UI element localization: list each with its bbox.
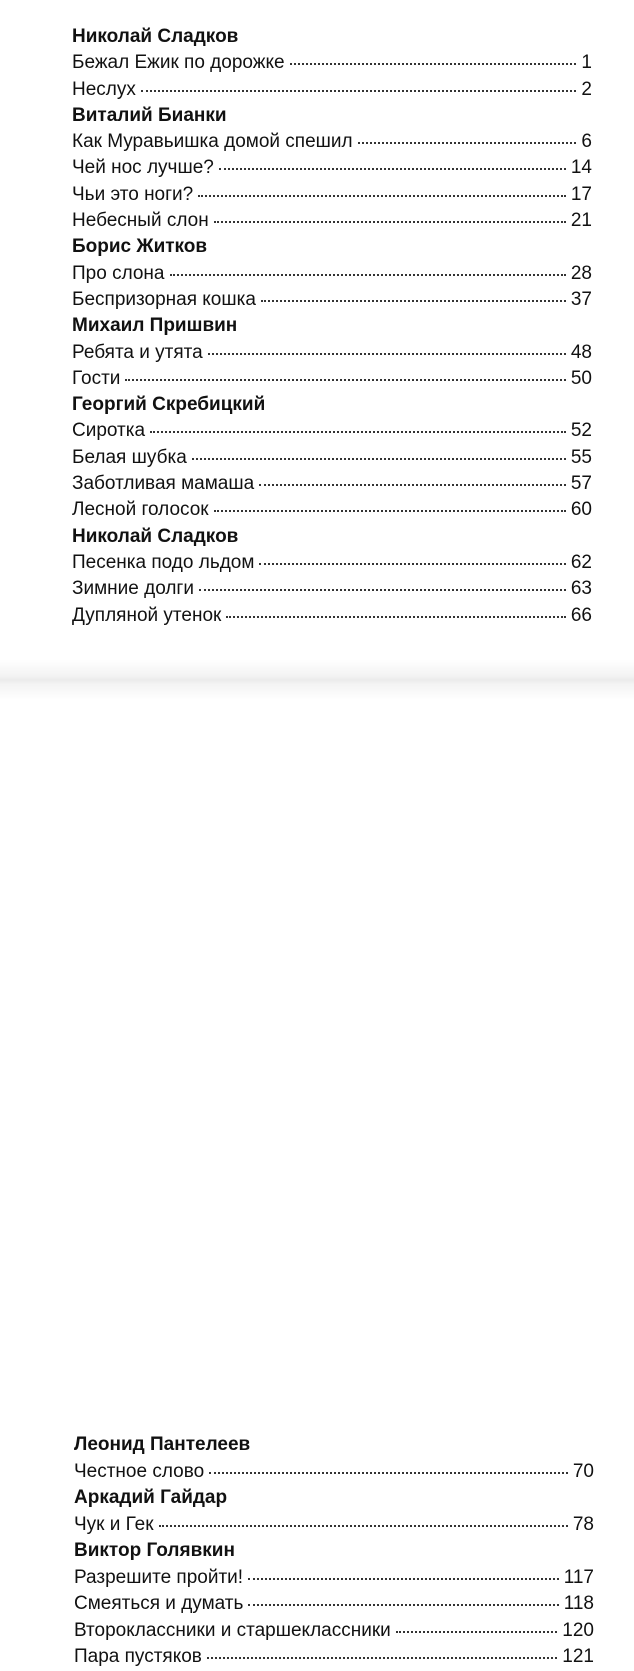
page-number: 2: [581, 78, 592, 100]
author-heading: Аркадий Гайдар: [74, 1487, 228, 1508]
toc-entry: [72, 418, 592, 444]
toc-entry: [74, 1591, 594, 1618]
entry-title: Чук и Гек: [74, 1513, 154, 1535]
dot-leader: [248, 1578, 559, 1580]
page-number: 63: [570, 578, 592, 600]
dot-leader: [198, 195, 566, 197]
dot-leader: [214, 221, 566, 223]
dot-leader: [125, 379, 565, 381]
dot-leader: [226, 616, 566, 618]
dot-leader: [170, 274, 566, 276]
author-heading: Михаил Пришвин: [72, 315, 238, 337]
toc-entry: [72, 603, 592, 629]
table-of-contents-bottom: [74, 1432, 594, 1671]
page-number: 62: [570, 551, 592, 573]
toc-entry: [72, 182, 592, 208]
page-number: 21: [570, 210, 592, 232]
entry-title: Лесной голосок: [72, 499, 209, 521]
entry-title: Про слона: [72, 262, 165, 284]
dot-leader: [207, 1657, 557, 1659]
page-number: 28: [570, 262, 592, 284]
dot-leader: [208, 353, 566, 355]
entry-title: Пара пустяков: [74, 1646, 202, 1667]
entry-title: Ребята и утята: [72, 341, 203, 363]
toc-entry: [72, 77, 592, 103]
entry-title: Чьи это ноги?: [72, 183, 194, 205]
toc-entry: [72, 129, 592, 155]
page-number: 70: [572, 1460, 594, 1482]
entry-title: Разрешите пройти!: [74, 1566, 244, 1588]
toc-entry: [72, 550, 592, 576]
toc-entry: [72, 576, 592, 602]
table-of-contents-top: [72, 24, 592, 629]
entry-title: Неслух: [72, 78, 136, 100]
page-number: 6: [581, 131, 592, 153]
dot-leader: [199, 589, 566, 591]
entry-title: Бежал Ежик по дорожке: [72, 52, 285, 74]
toc-entry: [72, 261, 592, 287]
page-number: 17: [570, 183, 592, 205]
toc-entry: [72, 471, 592, 497]
toc-entry: [72, 287, 592, 313]
page-number: 120: [562, 1619, 594, 1641]
entry-title: Гости: [72, 367, 121, 389]
dot-leader: [259, 563, 565, 565]
page-number: 55: [570, 446, 592, 468]
page-number: 117: [563, 1566, 594, 1588]
dot-leader: [192, 458, 566, 460]
dot-leader: [214, 510, 566, 512]
page-number: 52: [570, 420, 592, 442]
dot-leader: [396, 1631, 558, 1633]
page-number: 1: [581, 52, 592, 74]
page-gap: [0, 660, 634, 700]
dot-leader: [159, 1525, 568, 1527]
author-heading: Николай Сладков: [72, 525, 239, 547]
page-number: 78: [572, 1513, 594, 1535]
toc-entry: [72, 340, 592, 366]
entry-title: Заботливая мамаша: [72, 473, 255, 495]
page-number: 57: [570, 473, 592, 495]
page-number: 118: [563, 1593, 594, 1614]
entry-title: Второклассники и старшеклассники: [74, 1619, 391, 1641]
dot-leader: [150, 431, 566, 433]
toc-entry: [74, 1459, 594, 1486]
dot-leader: [141, 90, 577, 92]
toc-entry: [74, 1644, 594, 1671]
entry-title: Честное слово: [74, 1460, 205, 1482]
author-heading: Георгий Скребицкий: [72, 394, 266, 416]
entry-title: Дупляной утенок: [72, 604, 222, 626]
page-number: 66: [570, 604, 592, 626]
entry-title: Песенка подо льдом: [72, 551, 255, 573]
entry-title: Небесный слон: [72, 210, 209, 232]
dot-leader: [261, 300, 566, 302]
entry-title: Беспризорная кошка: [72, 288, 256, 310]
entry-title: Смеяться и думать: [74, 1593, 244, 1614]
author-heading: Виталий Бианки: [72, 104, 227, 126]
entry-title: Белая шубка: [72, 446, 187, 468]
author-heading: Николай Сладков: [72, 26, 239, 47]
page-number: 60: [570, 499, 592, 521]
dot-leader: [209, 1472, 568, 1474]
toc-entry: [74, 1512, 594, 1539]
dot-leader: [358, 142, 577, 144]
author-heading: Виктор Голявкин: [74, 1540, 235, 1561]
entry-title: Как Муравьишка домой спешил: [72, 131, 353, 153]
page-number: 121: [562, 1646, 594, 1667]
page-number: 50: [570, 367, 592, 389]
page-number: 37: [570, 288, 592, 310]
toc-entry: [72, 208, 592, 234]
author-heading: Леонид Пантелеев: [74, 1434, 251, 1455]
page-number: 48: [570, 341, 592, 363]
entry-title: Сиротка: [72, 420, 146, 442]
dot-leader: [259, 484, 566, 486]
toc-page-bottom: [0, 700, 634, 1667]
toc-entry: [74, 1565, 594, 1592]
dot-leader: [219, 168, 566, 170]
toc-entry: [72, 366, 592, 392]
toc-entry: [72, 50, 592, 76]
toc-entry: [72, 155, 592, 181]
toc-entry: [74, 1618, 594, 1645]
toc-page-top: [0, 0, 634, 660]
toc-entry: [72, 445, 592, 471]
dot-leader: [290, 63, 577, 65]
toc-entry: [72, 497, 592, 523]
entry-title: Чей нос лучше?: [72, 157, 214, 179]
page-number: 14: [570, 157, 592, 179]
dot-leader: [248, 1604, 558, 1606]
entry-title: Зимние долги: [72, 578, 194, 600]
author-heading: Борис Житков: [72, 236, 208, 258]
